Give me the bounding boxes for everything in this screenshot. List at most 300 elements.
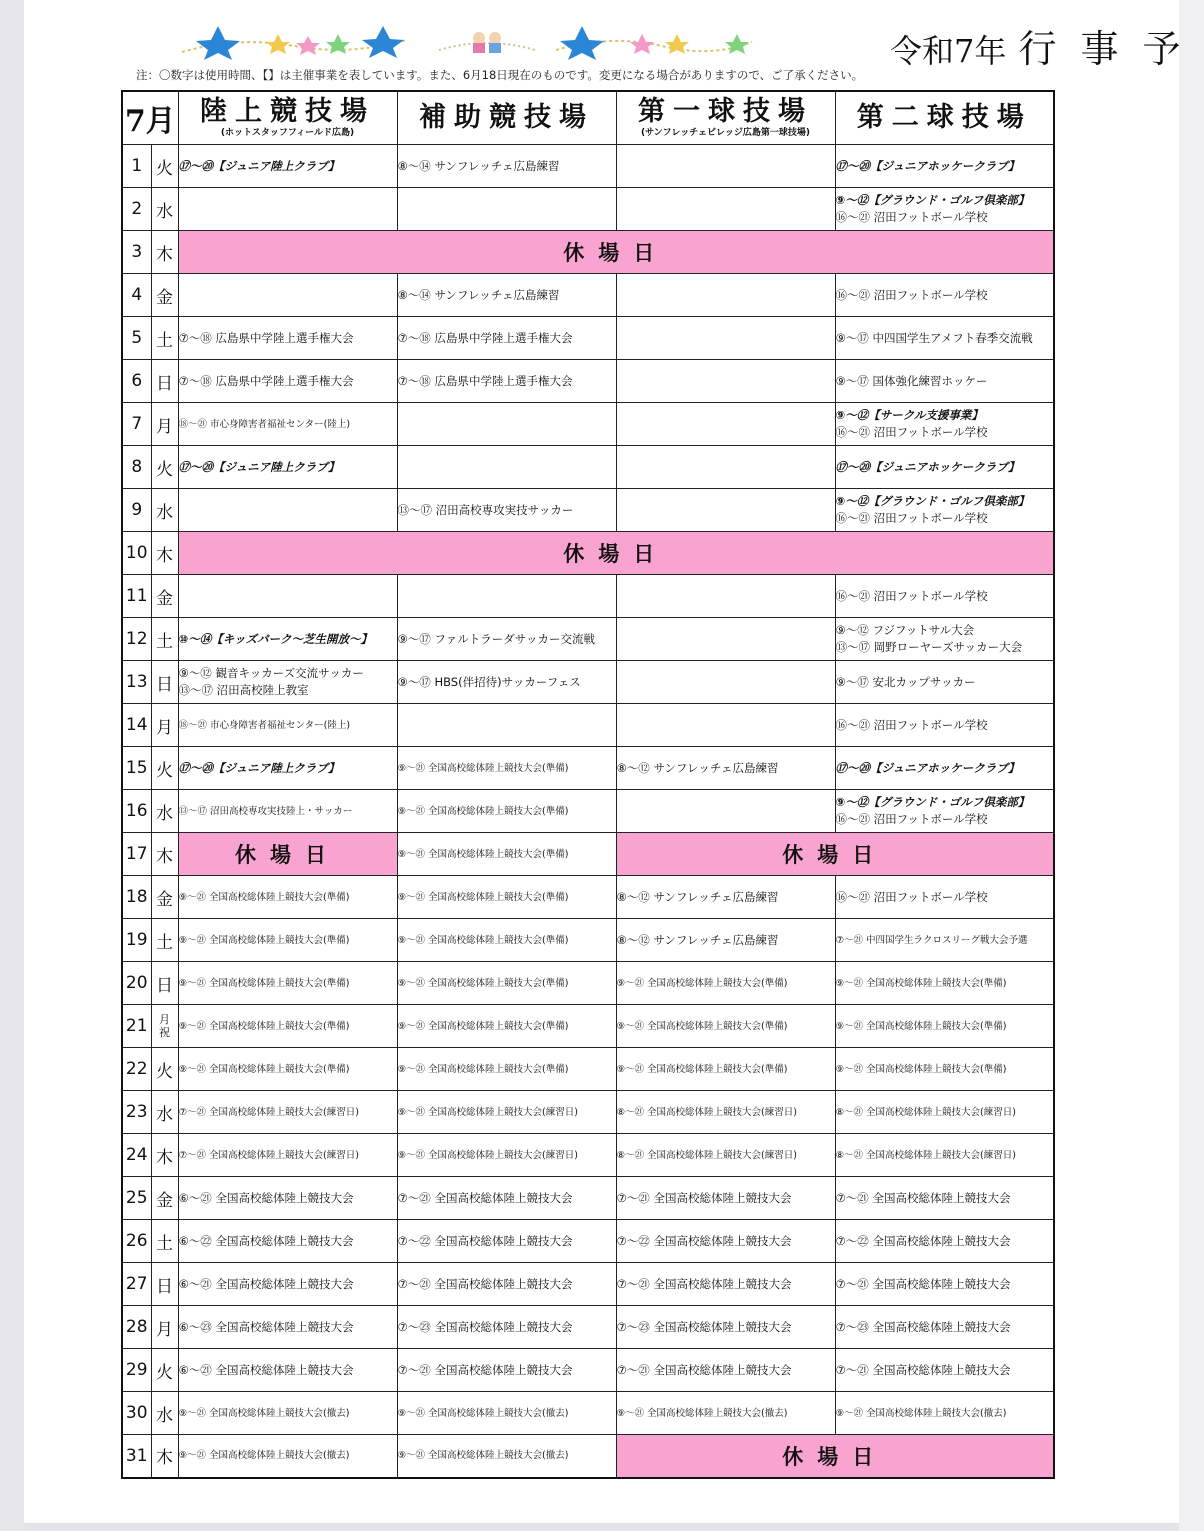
schedule-cell [835, 1392, 1054, 1435]
weekday: 木 [151, 833, 178, 876]
day-row [122, 962, 1054, 1005]
venue-name: 補助競技場 [419, 102, 594, 133]
schedule-cell [616, 790, 835, 833]
day-row [122, 747, 1054, 790]
event-text: ⑨～⑫ 観音キッカーズ交流サッカー [178, 666, 364, 680]
event-text: ⑦～⑱ 広島県中学陸上選手権大会 [397, 373, 573, 388]
schedule-cell [397, 188, 616, 231]
event-text: ⑦～⑱ 広島県中学陸上選手権大会 [178, 330, 354, 345]
schedule-cell [397, 1177, 616, 1220]
day-row [122, 661, 1054, 704]
star-garland-left-decoration [178, 22, 410, 60]
day-row [122, 1349, 1054, 1392]
schedule-cell [397, 1392, 616, 1435]
day-row [122, 317, 1054, 360]
schedule-cell [616, 919, 835, 962]
day-row [122, 919, 1054, 962]
weekday: 火 [151, 747, 178, 790]
schedule-cell [178, 1177, 397, 1220]
weekday: 日 [151, 1263, 178, 1306]
schedule-cell [178, 1048, 397, 1091]
schedule-cell [178, 446, 397, 489]
hosted-event-text: ⑰～⑳【ジュニア陸上クラブ】 [178, 459, 340, 474]
weekday: 日 [151, 962, 178, 1005]
day-row [122, 1220, 1054, 1263]
schedule-table [121, 90, 1055, 1479]
schedule-cell [616, 962, 835, 1005]
weekday [151, 1005, 178, 1048]
day-number: 18 [122, 876, 151, 919]
venue-subtitle: (ホットスタッフフィールド広島) [220, 128, 355, 138]
event-text: ⑨～㉑ 全国高校総体陸上競技大会(撤去) [178, 1450, 350, 1462]
event-text: ⑦～⑱ 広島県中学陸上選手権大会 [178, 373, 354, 388]
day-number: 13 [122, 661, 151, 704]
schedule-cell [616, 1005, 835, 1048]
event-text: ⑨～㉑ 全国高校総体陸上競技大会(準備) [397, 977, 569, 989]
venue-header-ballfield-2 [835, 91, 1054, 145]
schedule-cell [835, 962, 1054, 1005]
event-text: ⑨～㉑ 全国高校総体陸上競技大会(準備) [397, 1063, 569, 1075]
weekday: 金 [151, 1177, 178, 1220]
venue-header-ballfield-1 [616, 91, 835, 145]
day-row [122, 1005, 1054, 1048]
event-text: ⑥～㉑ 全国高校総体陸上競技大会 [178, 1190, 354, 1205]
day-number: 26 [122, 1220, 151, 1263]
schedule-cell [178, 274, 397, 317]
event-text: ⑦～㉒ 全国高校総体陸上競技大会 [616, 1233, 792, 1248]
venue-header-auxiliary-field [397, 91, 616, 145]
event-text: ⑦～㉓ 全国高校総体陸上競技大会 [835, 1319, 1011, 1334]
day-row [122, 876, 1054, 919]
page-title [890, 18, 1204, 73]
day-number: 28 [122, 1306, 151, 1349]
schedule-cell [835, 1091, 1054, 1134]
event-text: ⑨～⑰ HBS(伴招待)サッカーフェス [397, 674, 581, 689]
schedule-cell [835, 1220, 1054, 1263]
schedule-cell [397, 1306, 616, 1349]
event-text: ⑧～㉑ 全国高校総体陸上競技大会(練習日) [616, 1106, 797, 1118]
event-text: ⑦～㉑ 全国高校総体陸上競技大会(練習日) [178, 1149, 359, 1161]
schedule-cell [178, 145, 397, 188]
day-number: 9 [122, 489, 151, 532]
day-row [122, 231, 1054, 274]
weekday: 水 [151, 1392, 178, 1435]
weekday: 土 [151, 618, 178, 661]
schedule-cell [835, 145, 1054, 188]
day-number: 6 [122, 360, 151, 403]
schedule-cell [616, 1392, 835, 1435]
day-row [122, 274, 1054, 317]
event-text: ⑦～㉑ 全国高校総体陸上競技大会 [616, 1276, 792, 1291]
day-number: 16 [122, 790, 151, 833]
schedule-cell [616, 446, 835, 489]
day-row [122, 145, 1054, 188]
event-text: ⑨～㉑ 全国高校総体陸上競技大会(準備) [178, 1020, 350, 1032]
schedule-cell [616, 1134, 835, 1177]
day-number: 15 [122, 747, 151, 790]
schedule-cell [397, 1005, 616, 1048]
weekday: 木 [151, 1435, 178, 1478]
weekday: 水 [151, 790, 178, 833]
day-row [122, 618, 1054, 661]
event-text: ⑯～㉑ 沼田フットボール学校 [835, 210, 988, 224]
day-number: 3 [122, 231, 151, 274]
event-text: ⑦～㉑ 全国高校総体陸上競技大会 [397, 1276, 573, 1291]
hosted-event-text: ⑰～⑳【ジュニアホッケークラブ】 [835, 760, 1020, 775]
day-row [122, 1306, 1054, 1349]
event-text: ⑧～⑫ サンフレッチェ広島練習 [616, 760, 779, 775]
event-text: ⑨～㉑ 全国高校総体陸上競技大会(準備) [835, 977, 1007, 989]
event-text: ⑧～⑭ サンフレッチェ広島練習 [397, 158, 560, 173]
viewer-sidebar-strip [0, 0, 24, 1531]
day-row [122, 532, 1054, 575]
weekday: 水 [151, 1091, 178, 1134]
schedule-cell [835, 1134, 1054, 1177]
schedule-cell [616, 1349, 835, 1392]
day-number: 23 [122, 1091, 151, 1134]
schedule-cell [397, 919, 616, 962]
event-text: ⑨～㉑ 全国高校総体陸上競技大会(練習日) [397, 1149, 578, 1161]
day-row [122, 446, 1054, 489]
schedule-cell [616, 1306, 835, 1349]
event-text: ⑨～㉑ 全国高校総体陸上競技大会(撤去) [397, 1407, 569, 1419]
schedule-cell [397, 403, 616, 446]
hosted-event-text: ⑰～⑳【ジュニア陸上クラブ】 [178, 760, 340, 775]
schedule-cell [397, 317, 616, 360]
hosted-event-text: ⑨～⑫【グラウンド・ゴルフ倶楽部】 [835, 494, 1030, 508]
schedule-cell [178, 575, 397, 618]
event-text: ⑯～㉑ 沼田フットボール学校 [835, 287, 988, 302]
event-text: ⑦～㉑ 全国高校総体陸上競技大会 [835, 1362, 1011, 1377]
event-text: ⑨～㉑ 全国高校総体陸上競技大会(準備) [397, 848, 569, 860]
day-row [122, 403, 1054, 446]
schedule-cell [178, 403, 397, 446]
schedule-cell [835, 661, 1054, 704]
day-number: 30 [122, 1392, 151, 1435]
event-text: ⑬～⑰ 沼田高校専攻実技サッカー [397, 502, 574, 517]
weekday: 日 [151, 661, 178, 704]
schedule-cell [835, 360, 1054, 403]
event-text: ⑨～㉑ 全国高校総体陸上競技大会(準備) [616, 1063, 788, 1075]
schedule-cell [616, 1220, 835, 1263]
schedule-cell [397, 489, 616, 532]
event-text: ⑨～㉑ 全国高校総体陸上競技大会(撤去) [835, 1407, 1007, 1419]
schedule-cell [616, 661, 835, 704]
day-number: 10 [122, 532, 151, 575]
weekday: 火 [151, 1048, 178, 1091]
schedule-cell [178, 1134, 397, 1177]
event-text: ⑨～⑰ 国体強化練習ホッケー [835, 373, 988, 388]
event-text: ⑦～㉑ 全国高校総体陸上競技大会 [835, 1276, 1011, 1291]
event-text: ⑨～㉑ 全国高校総体陸上競技大会(準備) [397, 805, 569, 817]
day-number: 22 [122, 1048, 151, 1091]
day-number: 31 [122, 1435, 151, 1478]
weekday: 木 [151, 532, 178, 575]
schedule-cell [397, 704, 616, 747]
closed-day-cell: 休場日 [178, 833, 397, 876]
schedule-cell [835, 1349, 1054, 1392]
weekday: 月 [151, 1306, 178, 1349]
event-text: ⑯～㉑ 沼田フットボール学校 [835, 717, 988, 732]
schedule-cell [835, 1306, 1054, 1349]
day-number: 20 [122, 962, 151, 1005]
hosted-event-text: ⑰～⑳【ジュニアホッケークラブ】 [835, 158, 1020, 173]
event-text: ⑯～㉑ 沼田フットボール学校 [835, 511, 988, 525]
day-row [122, 1435, 1054, 1478]
event-text: ⑬～⑰ 岡野ローヤーズサッカー大会 [835, 640, 1023, 654]
schedule-cell [835, 876, 1054, 919]
schedule-cell [178, 704, 397, 747]
day-row [122, 1392, 1054, 1435]
weekday: 火 [151, 446, 178, 489]
day-row [122, 1263, 1054, 1306]
schedule-cell [835, 489, 1054, 532]
schedule-cell [397, 747, 616, 790]
schedule-cell [397, 1091, 616, 1134]
event-text: ⑬～⑰ 沼田高校専攻実技陸上・サッカー [178, 805, 353, 817]
star-garland-right-decoration [552, 22, 757, 60]
event-text: ⑧～㉑ 全国高校総体陸上競技大会(練習日) [616, 1149, 797, 1161]
holiday-label: 祝 [159, 1026, 170, 1039]
schedule-cell [616, 1048, 835, 1091]
event-text: ⑦～㉑ 全国高校総体陸上競技大会 [397, 1362, 573, 1377]
hosted-event-text: ⑰～⑳【ジュニアホッケークラブ】 [835, 459, 1020, 474]
event-text: ⑨～⑰ ファルトラーダサッカー交流戦 [397, 631, 596, 646]
event-text: ⑨～㉑ 全国高校総体陸上競技大会(準備) [178, 977, 350, 989]
schedule-cell [616, 145, 835, 188]
schedule-cell [616, 489, 835, 532]
weekday: 金 [151, 575, 178, 618]
schedule-cell [178, 1220, 397, 1263]
usage-note: 注：〇数字は使用時間、【】は主催事業を表しています。また、6月18日現在のものです。変更になる場合がありますので、ご了承ください。 [136, 68, 864, 82]
schedule-cell [178, 618, 397, 661]
day-row [122, 489, 1054, 532]
schedule-cell [616, 1263, 835, 1306]
schedule-cell [835, 1263, 1054, 1306]
schedule-cell [397, 1435, 616, 1478]
event-text: ⑧～㉑ 全国高校総体陸上競技大会(練習日) [835, 1106, 1016, 1118]
weekday: 金 [151, 274, 178, 317]
day-number: 29 [122, 1349, 151, 1392]
weekday: 月 [151, 403, 178, 446]
schedule-cell [178, 1349, 397, 1392]
event-text: ⑦～㉑ 全国高校総体陸上競技大会 [835, 1190, 1011, 1205]
event-text: ⑦～㉑ 全国高校総体陸上競技大会 [616, 1190, 792, 1205]
schedule-cell [397, 575, 616, 618]
hosted-event-text: ⑨～⑫【サークル支援事業】 [835, 408, 983, 422]
schedule-cell [397, 962, 616, 1005]
event-text: ⑯～㉑ 沼田フットボール学校 [835, 812, 988, 826]
day-row [122, 575, 1054, 618]
day-row [122, 360, 1054, 403]
event-text: ⑥～㉑ 全国高校総体陸上競技大会 [178, 1362, 354, 1377]
schedule-cell [397, 1048, 616, 1091]
weekday: 日 [151, 360, 178, 403]
schedule-cell [397, 1263, 616, 1306]
event-text: ⑥～㉓ 全国高校総体陸上競技大会 [178, 1319, 354, 1334]
event-text: ⑦～㉒ 全国高校総体陸上競技大会 [835, 1233, 1011, 1248]
event-text: ⑨～㉑ 全国高校総体陸上競技大会(準備) [616, 977, 788, 989]
event-text: ⑨～⑫ フジフットサル大会 [835, 623, 975, 637]
schedule-cell [835, 1177, 1054, 1220]
weekday: 水 [151, 489, 178, 532]
weekday: 木 [151, 231, 178, 274]
day-number: 24 [122, 1134, 151, 1177]
day-row [122, 790, 1054, 833]
tanabata-figures-decoration [437, 22, 537, 60]
venue-header-athletics-stadium [178, 91, 397, 145]
day-number: 12 [122, 618, 151, 661]
closed-day-cell: 休場日 [178, 231, 1054, 274]
event-text: ⑨～㉑ 全国高校総体陸上競技大会(準備) [178, 934, 350, 946]
schedule-cell [616, 618, 835, 661]
schedule-cell [397, 790, 616, 833]
schedule-cell [178, 1392, 397, 1435]
schedule-cell [616, 360, 835, 403]
hosted-event-text: ⑨～⑫【グラウンド・ゴルフ倶楽部】 [835, 795, 1030, 809]
schedule-cell [178, 962, 397, 1005]
schedule-cell [616, 704, 835, 747]
event-text: ⑨～㉑ 全国高校総体陸上競技大会(撤去) [178, 1407, 350, 1419]
schedule-cell [397, 1134, 616, 1177]
event-text: ⑨～㉑ 全国高校総体陸上競技大会(準備) [397, 1020, 569, 1032]
venue-subtitle: (サンフレッチェビレッジ広島第一球技場) [641, 128, 810, 138]
schedule-cell [616, 876, 835, 919]
closed-day-cell: 休場日 [616, 1435, 1054, 1478]
schedule-cell [397, 661, 616, 704]
event-text: ⑨～㉑ 全国高校総体陸上競技大会(準備) [835, 1063, 1007, 1075]
schedule-cell [616, 274, 835, 317]
schedule-cell [835, 919, 1054, 962]
schedule-cell [397, 618, 616, 661]
schedule-cell [178, 790, 397, 833]
venue-name: 第一球技場 [638, 96, 813, 127]
schedule-cell [616, 317, 835, 360]
event-text: ⑧～⑭ サンフレッチェ広島練習 [397, 287, 560, 302]
schedule-cell [835, 704, 1054, 747]
day-number: 21 [122, 1005, 151, 1048]
closed-day-cell: 休場日 [178, 532, 1054, 575]
weekday-label: 月 [159, 1013, 170, 1026]
schedule-cell [397, 833, 616, 876]
event-text: ⑦～㉒ 全国高校総体陸上競技大会 [397, 1233, 573, 1248]
day-number: 25 [122, 1177, 151, 1220]
event-text: ⑦～⑱ 広島県中学陸上選手権大会 [397, 330, 573, 345]
event-text: ⑧～⑫ サンフレッチェ広島練習 [616, 932, 779, 947]
event-text: ⑱～㉑ 市心身障害者福祉センター(陸上) [178, 719, 351, 731]
schedule-body [122, 145, 1054, 1478]
day-row [122, 1048, 1054, 1091]
schedule-cell [178, 188, 397, 231]
schedule-cell [835, 747, 1054, 790]
event-text: ⑨～㉑ 全国高校総体陸上競技大会(準備) [616, 1020, 788, 1032]
schedule-cell [835, 1005, 1054, 1048]
schedule-cell [616, 1091, 835, 1134]
day-row [122, 704, 1054, 747]
schedule-cell [835, 575, 1054, 618]
weekday: 月 [151, 704, 178, 747]
schedule-cell [835, 790, 1054, 833]
schedule-cell [616, 403, 835, 446]
weekday: 金 [151, 876, 178, 919]
day-number: 2 [122, 188, 151, 231]
schedule-cell [835, 317, 1054, 360]
weekday: 水 [151, 188, 178, 231]
schedule-cell [178, 1435, 397, 1478]
schedule-cell [397, 360, 616, 403]
venue-name: 第二球技場 [856, 102, 1032, 133]
weekday: 土 [151, 1220, 178, 1263]
page-bottom-edge [24, 1523, 1179, 1531]
schedule-cell [178, 1263, 397, 1306]
day-number: 7 [122, 403, 151, 446]
day-number: 4 [122, 274, 151, 317]
schedule-cell [616, 188, 835, 231]
event-text: ⑨～⑰ 安北カップサッカー [835, 674, 976, 689]
day-row [122, 1177, 1054, 1220]
schedule-cell [178, 661, 397, 704]
weekday: 土 [151, 317, 178, 360]
schedule-cell [178, 747, 397, 790]
schedule-cell [616, 747, 835, 790]
event-text: ⑨～㉑ 全国高校総体陸上競技大会(準備) [835, 1020, 1007, 1032]
event-text: ⑦～㉑ 全国高校総体陸上競技大会 [616, 1362, 792, 1377]
event-text: ⑯～㉑ 沼田フットボール学校 [835, 588, 988, 603]
event-text: ⑨～㉑ 全国高校総体陸上競技大会(準備) [178, 891, 350, 903]
event-text: ⑨～㉑ 全国高校総体陸上競技大会(準備) [397, 762, 569, 774]
event-text: ⑧～㉑ 全国高校総体陸上競技大会(練習日) [835, 1149, 1016, 1161]
day-number: 1 [122, 145, 151, 188]
event-text: ⑦～㉑ 全国高校総体陸上競技大会 [397, 1190, 573, 1205]
schedule-cell [178, 317, 397, 360]
month-header: 7月 [122, 91, 178, 145]
schedule-cell [397, 446, 616, 489]
day-row [122, 833, 1054, 876]
schedule-cell [397, 145, 616, 188]
schedule-cell [397, 1220, 616, 1263]
weekday: 土 [151, 919, 178, 962]
weekday: 木 [151, 1134, 178, 1177]
day-number: 19 [122, 919, 151, 962]
schedule-cell [397, 876, 616, 919]
weekday: 火 [151, 1349, 178, 1392]
day-number: 8 [122, 446, 151, 489]
schedule-cell [178, 489, 397, 532]
era-year: 令和7年 [890, 32, 1007, 70]
event-text: ⑨～㉑ 全国高校総体陸上競技大会(準備) [397, 891, 569, 903]
schedule-cell [178, 1005, 397, 1048]
event-text: ⑦～㉓ 全国高校総体陸上競技大会 [616, 1319, 792, 1334]
schedule-cell [397, 1349, 616, 1392]
schedule-cell [397, 274, 616, 317]
event-text: ⑥～㉒ 全国高校総体陸上競技大会 [178, 1233, 354, 1248]
day-row [122, 188, 1054, 231]
schedule-cell [178, 1091, 397, 1134]
event-text: ⑱～㉑ 市心身障害者福祉センター(陸上) [178, 418, 351, 430]
venue-name: 陸上競技場 [200, 96, 375, 127]
title-word: 行事予 [1018, 27, 1204, 71]
day-number: 27 [122, 1263, 151, 1306]
day-number: 14 [122, 704, 151, 747]
schedule-cell [616, 1177, 835, 1220]
day-number: 5 [122, 317, 151, 360]
event-text: ⑯～㉑ 沼田フットボール学校 [835, 889, 988, 904]
schedule-cell [178, 919, 397, 962]
schedule-cell [835, 403, 1054, 446]
event-text: ⑨～㉑ 全国高校総体陸上競技大会(準備) [397, 934, 569, 946]
schedule-cell [178, 876, 397, 919]
closed-day-cell: 休場日 [616, 833, 1054, 876]
